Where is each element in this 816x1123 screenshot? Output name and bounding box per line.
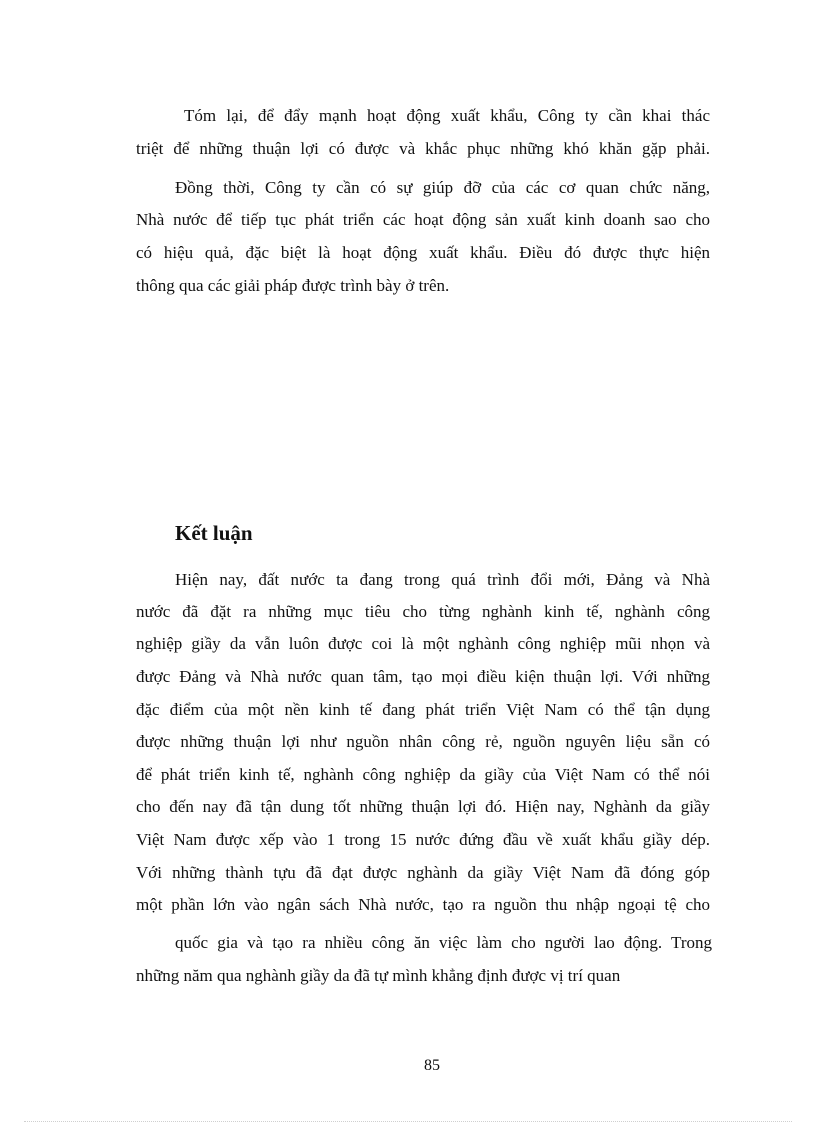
paragraph-line: đặc điểm của một nền kinh tế đang phát triển Việt Nam có thể tận dụng: [136, 700, 710, 719]
page-number: 85: [424, 1057, 440, 1074]
paragraph-line: quốc gia và tạo ra nhiều công ăn việc làm cho người lao động. Trong: [175, 933, 712, 952]
section-heading: Kết luận: [175, 521, 253, 545]
paragraph-line: Với những thành tựu đã đạt được nghành da giầy Việt Nam đã đóng góp: [136, 863, 710, 882]
paragraph-line: được những thuận lợi như nguồn nhân công rẻ, nguồn nguyên liệu sẵn có: [136, 732, 710, 751]
paragraph-line: được Đảng và Nhà nước quan tâm, tạo mọi điều kiện thuận lợi. Với những: [136, 667, 710, 686]
paragraph-line: một phần lớn vào ngân sách Nhà nước, tạo ra nguồn thu nhập ngoại tệ cho: [136, 895, 710, 914]
paragraph-line: có hiệu quả, đặc biệt là hoạt động xuất khẩu. Điều đó được thực hiện: [136, 243, 710, 262]
paragraph-line: Hiện nay, đất nước ta đang trong quá trình đổi mới, Đảng và Nhà: [175, 570, 710, 589]
paragraph-line: để phát triển kinh tế, nghành công nghiệp da giầy của Việt Nam có thể nói: [136, 765, 710, 784]
paragraph-line: triệt để những thuận lợi có được và khắc phục những khó khăn gặp phải.: [136, 139, 710, 158]
paragraph-line: cho đến nay đã tận dung tốt những thuận lợi đó. Hiện nay, Nghành da giầy: [136, 797, 710, 816]
paragraph-line: Việt Nam được xếp vào 1 trong 15 nước đứng đầu về xuất khẩu giầy dép.: [136, 830, 710, 849]
paragraph-line: nghiệp giầy da vẫn luôn được coi là một nghành công nghiệp mũi nhọn và: [136, 634, 710, 653]
paragraph-line: Đồng thời, Công ty cần có sự giúp đỡ của các cơ quan chức năng,: [175, 178, 710, 197]
paragraph-line: những năm qua nghành giầy da đã tự mình khẳng định được vị trí quan: [136, 966, 621, 985]
paragraph-line: thông qua các giải pháp được trình bày ở trên.: [136, 276, 450, 295]
paragraph-line: Nhà nước để tiếp tục phát triển các hoạt động sản xuất kinh doanh sao cho: [136, 210, 710, 229]
page-bottom-divider: [24, 1121, 792, 1122]
paragraph-line: nước đã đặt ra những mục tiêu cho từng nghành kinh tế, nghành công: [136, 602, 710, 621]
paragraph-line: Tóm lại, để đẩy mạnh hoạt động xuất khẩu, Công ty cần khai thác: [184, 106, 710, 125]
